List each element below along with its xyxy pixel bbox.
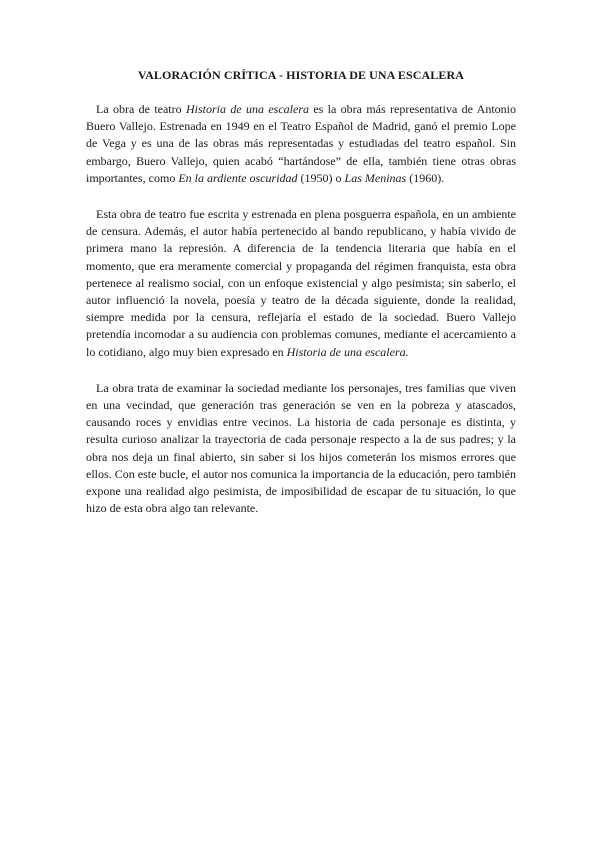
document-page <box>86 68 516 536</box>
paragraph-2-text: Esta obra de teatro fue escrita y estrenada en plena posguerra española, en un ambiente de censura. Además, el autor había pertenecido al bando republicano, y había vivido de primera mano la represión. A diferencia de la tendencia literaria que había en el momento, que era meramente comercial y propaganda del régimen franquista, esta obra pertenece al realismo social, con un enfoque existencial y algo pesimista; sin saberlo, el autor influenció la novela, poesía y teatro de la década siguiente, donde la realidad, siempre medida por la censura, reflejaría el estado de la sociedad. Buero Vallejo pretendía incomodar a su audiencia con problemas comunes, mediante el acercamiento a lo cotidiano, algo muy bien expresado en <box>86 207 516 359</box>
paragraph-1-text: (1960). <box>406 170 445 185</box>
paragraph-1-text: es la obra más representativa de Antonio Buero Vallejo. Estrenada en 1949 en el Teatro Español de Madrid, ganó el premio Lope de Vega y es una de las obras más representadas y estudiadas del teatro español. Sin embargo, Buero Vallejo, quien acabó “hartándose” de ella, también tiene otras obras importantes, como <box>86 102 516 185</box>
paragraph-1-text: La obra de teatro <box>96 102 186 116</box>
paragraph-1-text: (1950) o <box>297 170 345 185</box>
work-title-las-meninas: Las Meninas <box>344 170 407 185</box>
paragraph-3 <box>86 380 516 518</box>
document-title: VALORACIÓN CRÍTICA - HISTORIA DE UNA ESCALERA <box>137 68 465 82</box>
paragraph-3-text: La obra trata de examinar la sociedad mediante los personajes, tres familias que viven en una vecindad, que generación tras generación se ven en la pobreza y atascados, causando roces y envidias entre vecinos. La historia de cada personaje es distinta, y resulta curioso analizar la trayectoria de cada personaje respecto a la de sus padres; y la obra nos deja un final abierto, sin saber si los hijos cometerán los mismos errores que ellos. Con este bucle, el autor nos comunica la importancia de la educación, pero también expone una realidad algo pesimista, de imposibilidad de escapar de tu situación, lo que hizo de esta obra algo tan relevante. <box>86 380 516 516</box>
paragraph-2 <box>86 206 516 361</box>
work-title-historia-de-una-escalera: Historia de una escalera <box>185 102 309 116</box>
work-title-en-la-ardiente-oscuridad: En la ardiente oscuridad <box>178 170 298 185</box>
paragraph-1 <box>86 101 516 187</box>
work-title-historia-de-una-escalera: Historia de una escalera. <box>286 344 409 359</box>
